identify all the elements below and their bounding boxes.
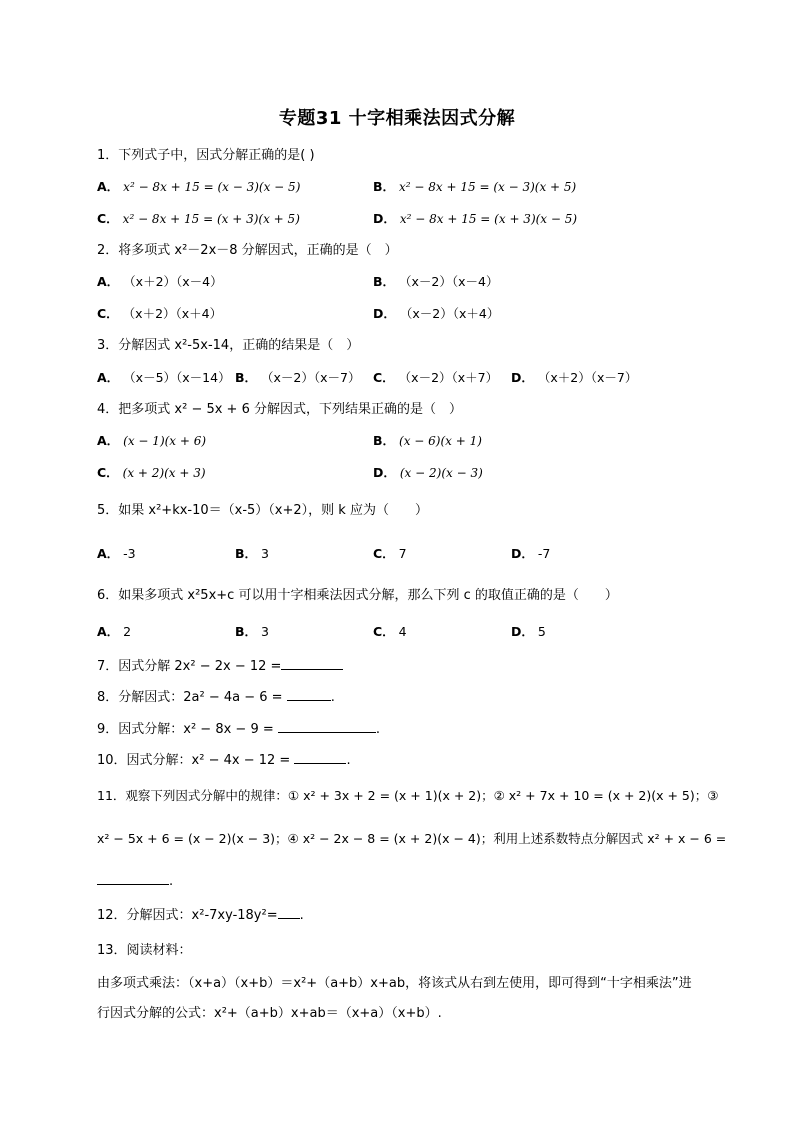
option-text: x² − 8x + 15 = (x − 3)(x + 5) [399,180,577,194]
question-5-stem: 5．如果 x²+kx-10＝（x-5）（x+2），则 k 应为（ ） [97,503,428,518]
option-label: D． [511,624,534,639]
question-8-end: . [330,690,335,705]
question-5-option-a [97,544,136,564]
question-2-stem: 2．将多项式 x²－2x－8 分解因式，正确的是（ ） [97,243,398,258]
option-text: -7 [537,546,551,561]
option-label: D． [373,306,396,321]
option-label: A． [97,433,120,448]
option-text: （x－2）（x－7） [261,370,361,385]
question-8 [97,686,335,708]
question-10-end: . [346,753,351,768]
question-12 [97,904,304,926]
option-label: C． [373,370,395,385]
question-11-answer [97,870,173,892]
option-label: B． [373,179,396,194]
question-11-line-1: 11．观察下列因式分解中的规律：① x² + 3x + 2 = (x + 1)(x + 2)；② x² + 7x + 10 = (x + 2)(x + 5)；③ [97,788,719,803]
answer-blank [294,749,346,764]
question-6-option-d [511,622,546,642]
question-6-option-a [97,622,131,642]
option-label: B． [373,274,396,289]
option-text: 3 [261,624,269,639]
question-3-option-a [97,368,231,388]
option-text: （x－2）（x－4） [399,274,499,289]
question-9-stem: 9．因式分解：x² − 8x − 9 = [97,722,274,737]
question-2-option-c [97,304,222,324]
option-text: 3 [261,546,269,561]
question-2-option-d [373,304,499,324]
question-7 [97,655,343,677]
option-label: A． [97,370,120,385]
question-13-material-line-2: 行因式分解的公式：x²+（a+b）x+ab＝（x+a）（x+b）. [97,1006,442,1021]
answer-blank [278,718,376,733]
option-label: C． [97,306,119,321]
option-label: B． [373,433,396,448]
question-3-option-b [235,368,360,388]
option-label: B． [235,546,258,561]
question-6-stem: 6．如果多项式 x²5x+c 可以用十字相乘法因式分解，那么下列 c 的取值正确的是（ ） [97,588,618,603]
page-title: 专题31 十字相乘法因式分解 [278,108,516,129]
answer-blank [278,904,300,919]
option-label: A． [97,274,120,289]
option-text: x² − 8x + 15 = (x − 3)(x − 5) [123,180,301,194]
option-label: C． [373,624,395,639]
question-3-option-c [373,368,498,388]
option-text: (x − 6)(x + 1) [399,434,482,448]
question-6-option-c [373,622,407,642]
option-text: （x＋2）（x＋4） [122,306,223,321]
option-label: D． [511,546,534,561]
option-text: (x − 2)(x − 3) [399,466,483,480]
option-text: 5 [537,624,546,639]
question-5-option-d [511,544,550,564]
question-2-option-a [97,272,223,292]
option-label: C． [373,546,395,561]
question-2-option-b [373,272,498,292]
question-12-end: . [299,908,304,923]
option-text: （x－2）（x＋4） [399,306,500,321]
question-4-option-b [373,431,482,451]
question-1-option-c [97,209,300,229]
option-text: （x－2）（x＋7） [398,370,499,385]
question-6-option-b [235,622,269,642]
answer-blank [97,870,169,885]
question-7-stem: 7．因式分解 2x² − 2x − 12 = [97,659,282,674]
option-text: -3 [123,546,136,561]
option-label: A． [97,624,120,639]
option-text: 2 [123,624,132,639]
option-text: 4 [398,624,407,639]
option-text: （x＋2）（x－4） [123,274,223,289]
question-4-option-c [97,463,206,483]
question-1-option-d [373,209,577,229]
question-4-option-d [373,463,483,483]
option-text: x² − 8x + 15 = (x + 3)(x − 5) [399,212,578,226]
option-label: D． [373,211,396,226]
option-text: (x + 2)(x + 3) [122,466,206,480]
question-8-stem: 8．分解因式：2a² − 4a − 6 = [97,690,283,705]
option-text: （x＋2）（x－7） [537,370,638,385]
question-12-stem: 12．分解因式：x²-7xy-18y²= [97,908,278,923]
question-1-stem: 1．下列式子中，因式分解正确的是( ) [97,148,315,163]
question-13-stem: 13．阅读材料： [97,943,192,958]
question-11-end: . [169,874,174,889]
question-5-option-b [235,544,269,564]
question-10-stem: 10．因式分解：x² − 4x − 12 = [97,753,291,768]
option-text: 7 [398,546,407,561]
answer-blank [281,655,343,670]
question-10 [97,749,351,771]
option-label: D． [511,370,534,385]
question-1-option-a [97,177,300,197]
question-11-line-2: x² − 5x + 6 = (x − 2)(x − 3)；④ x² − 2x − 8 = (x + 2)(x − 4)；利用上述系数特点分解因式 x² + x − 6 = [97,831,727,846]
option-label: A． [97,179,120,194]
question-3-stem: 3．分解因式 x²-5x-14，正确的结果是（ ） [97,338,360,353]
question-13-material-line-1: 由多项式乘法：（x+a）（x+b）＝x²+（a+b）x+ab，将该式从右到左使用，即可得到“十字相乘法”进 [97,976,692,991]
option-text: （x－5）（x－14） [123,370,231,385]
option-label: B． [235,370,258,385]
option-label: C． [97,465,119,480]
option-label: B． [235,624,258,639]
option-label: D． [373,465,396,480]
question-4-option-a [97,431,206,451]
question-9-end: . [375,722,381,737]
option-label: C． [97,211,119,226]
option-text: x² − 8x + 15 = (x + 3)(x + 5) [122,212,300,226]
option-text: (x − 1)(x + 6) [123,434,207,448]
question-4-stem: 4．把多项式 x² − 5x + 6 分解因式，下列结果正确的是（ ） [97,402,462,417]
answer-blank [287,686,331,701]
option-label: A． [97,546,120,561]
question-3-option-d [511,368,637,388]
question-5-option-c [373,544,407,564]
question-1-option-b [373,177,576,197]
question-9 [97,718,380,740]
